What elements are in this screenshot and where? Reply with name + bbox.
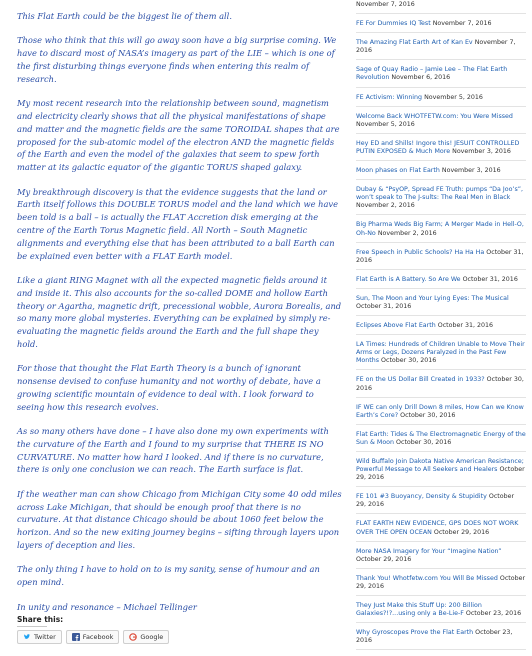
- recent-post-link[interactable]: Sage of Quay Radio – Jamie Lee – The Flat Earth Revolution: [356, 66, 508, 82]
- recent-post-date: November 7, 2016: [356, 39, 516, 55]
- recent-post-item[interactable]: [356, 39, 526, 55]
- recent-post-date: October 30, 2016: [381, 357, 437, 365]
- recent-post-divider: [356, 622, 526, 623]
- share-buttons: [17, 630, 169, 644]
- recent-post-divider: [356, 59, 526, 60]
- recent-post-item[interactable]: [356, 376, 526, 392]
- recent-post-date: October 31, 2016: [462, 275, 518, 283]
- recent-post-link[interactable]: LA Times: Hundreds of Children Unable to Move Their Arms or Legs, Dozens Paralyzed in the Past Few Months: [356, 341, 525, 365]
- recent-post-link[interactable]: The Amazing Flat Earth Art of Kan Ev: [356, 39, 473, 47]
- article-paragraph: As so many others have done – I have also done my own experiments with the curvature of the Earth and I found to my surprise that THERE IS NO CURVATURE. No matter how hard I looked. And if there is no curvature, there is only one conclusion we can reach. The Earth surface is flat.: [17, 426, 329, 475]
- recent-post-divider: [356, 486, 526, 487]
- recent-post-link[interactable]: FLAT EARTH NEW EVIDENCE, GPS DOES NOT WORK OVER THE OPEN OCEAN: [356, 520, 519, 536]
- recent-post-divider: [356, 369, 526, 370]
- article-paragraph: My most recent research into the relationship between sound, magnetism and electricity clearly shows that all the physical manifestations of shape and matter and the magnetic fields are the same TOROIDAL shapes that are proposed for the sub-atomic model of the electron AND the magnetic fields of the Earth and even the model of the galaxies that seem to spew forth matter at its galactic equator of the gigantic TORUS shaped galaxy.: [17, 98, 340, 173]
- recent-post-divider: [356, 568, 526, 569]
- recent-post-date: October 30, 2016: [400, 411, 456, 419]
- recent-post-link[interactable]: FE For Dummies IQ Test: [356, 20, 431, 28]
- recent-post-divider: [356, 106, 526, 107]
- article-paragraph: For those that thought the Flat Earth Theory is a bunch of ignorant nonsense devised to confuse humanity and not worthy of debate, have a growing scientific mountain of evidence to deal with. I look forward to seeing how this research evolves.: [17, 363, 321, 412]
- recent-post-link[interactable]: IF WE can only Drill Down 8 miles, How Can we Know Earth’s Core?: [356, 403, 524, 419]
- share-google-label: Google: [140, 633, 164, 641]
- article-paragraph: My breakthrough discovery is that the evidence suggests that the land or Earth itself follows this DOUBLE TORUS model and the land which we have been told is a ball – is actually the FLAT Accretion disk emerging at the centre of the Earth Torus Magnetic field. All North – South Magnetic alignments and everything else that has been attributed to a ball Earth can be explained even better with a FLAT Earth model.: [17, 186, 339, 261]
- recent-post-date: November 5, 2016: [356, 120, 415, 128]
- recent-post-link[interactable]: Dubay & “PsyOP, Spread FE Truth: pumps “Da Joo’s”, won’t speak to The J-sults: The Real Men in Black: [356, 186, 524, 202]
- recent-post-link[interactable]: More NASA Imagery for Your “Imagine Nation”: [356, 547, 502, 555]
- recent-post-divider: [356, 288, 526, 289]
- recent-post-item[interactable]: [356, 404, 526, 420]
- share-facebook-button[interactable]: [66, 630, 120, 644]
- recent-post-divider: [356, 160, 526, 161]
- recent-post-link[interactable]: FE Activism: Winning: [356, 93, 423, 101]
- recent-post-item[interactable]: [356, 548, 526, 564]
- recent-post-divider: [356, 32, 526, 33]
- recent-post-divider: [356, 242, 526, 243]
- article-signature: In unity and resonance – Michael Tellinger: [17, 601, 197, 612]
- recent-post-item[interactable]: [356, 458, 526, 482]
- recent-post-divider: [356, 595, 526, 596]
- recent-post-divider: [356, 315, 526, 316]
- recent-post-link[interactable]: FE 101 #3 Buoyancy, Density & Stupidity: [356, 493, 487, 501]
- recent-post-date: November 2, 2016: [377, 229, 437, 237]
- recent-posts-sidebar: [356, 0, 526, 656]
- article-paragraph: Like a giant RING Magnet with all the expected magnetic fields around it and inside it. This also accounts for the so-called DOME and hollow Earth theory or Agartha, magnetic drift, precessional wobble, Aurora Borealis, and so many more global mysteries. Everything can be explained by simply re-evaluating the magnetic fields around the Earth and the full shape they hold.: [17, 274, 342, 349]
- recent-post-date: October 31, 2016: [437, 322, 493, 330]
- recent-post-link[interactable]: Flat Earth: Tides & The Electromagnetic Energy of the Sun & Moon: [356, 430, 526, 446]
- recent-post-divider: [356, 214, 526, 215]
- recent-post-date: November 7, 2016: [432, 20, 492, 28]
- share-google-button[interactable]: [123, 630, 169, 644]
- recent-post-divider: [356, 179, 526, 180]
- recent-post-item[interactable]: [356, 520, 526, 536]
- facebook-icon: [72, 633, 80, 641]
- share-twitter-label: Twitter: [34, 633, 56, 641]
- article-body: [17, 10, 342, 625]
- recent-post-date: October 23, 2016: [465, 610, 522, 618]
- share-title: Share this:: [17, 615, 64, 624]
- recent-post-item[interactable]: [356, 602, 526, 618]
- twitter-icon: [23, 633, 31, 641]
- recent-post-date: October 31, 2016: [356, 302, 412, 310]
- recent-post-date: October 29, 2016: [356, 555, 412, 563]
- recent-post-item[interactable]: [356, 431, 526, 447]
- recent-post-date: October 31, 2016: [356, 248, 524, 264]
- recent-post-date: October 29, 2016: [356, 466, 525, 482]
- recent-post-divider: [356, 87, 526, 88]
- recent-post-link[interactable]: Free Speech in Public Schools? Ha Ha Ha: [356, 248, 485, 256]
- recent-post-link[interactable]: Thank You! Whotfetw.com You Will Be Missed: [356, 574, 498, 582]
- recent-post-link[interactable]: Moon phases on Flat Earth: [356, 167, 440, 175]
- recent-post-item[interactable]: [356, 493, 526, 509]
- recent-post-item[interactable]: [356, 186, 526, 210]
- recent-post-link[interactable]: Flat Earth is A Battery. So Are We: [356, 275, 461, 283]
- article-paragraph: Those who think that this will go away soon have a big surprise coming. We have to discard most of NASA’s imagery as part of the LIE – which is one of the first disturbing things everyone finds when entering this realm of research.: [17, 35, 337, 84]
- recent-post-date: November 2, 2016: [356, 202, 415, 210]
- recent-post-link[interactable]: Big Pharma Weds Big Farm; A Merger Made in Hell-O, Oh-No: [356, 221, 524, 237]
- recent-post-divider: [356, 397, 526, 398]
- share-facebook-label: Facebook: [82, 633, 114, 641]
- recent-post-link[interactable]: Sun, The Moon and Your Lying Eyes: The Musical: [356, 294, 509, 302]
- recent-post-item[interactable]: [356, 66, 526, 82]
- recent-post-date: November 6, 2016: [391, 74, 451, 82]
- recent-post-date: November 3, 2016: [452, 147, 511, 155]
- recent-post-link[interactable]: Hey ED and Shills! Ingore this! JESUIT CONTROLLED PUTIN EXPOSED & Much More: [356, 139, 520, 155]
- recent-post-date: October 29, 2016: [433, 528, 490, 536]
- recent-post-date: November 5, 2016: [424, 93, 483, 101]
- recent-post-link[interactable]: Wild Buffalo Join Dakota Native American Resistance; Powerful Message to All Seekers and Healers: [356, 458, 524, 474]
- recent-post-divider: [356, 13, 526, 14]
- recent-post-divider: [356, 513, 526, 514]
- recent-post-divider: [356, 649, 526, 650]
- recent-post-date: October 30, 2016: [396, 438, 452, 446]
- recent-post-date: October 29, 2016: [356, 574, 526, 590]
- recent-post-item[interactable]: [356, 140, 526, 156]
- recent-post-date: October 29, 2016: [356, 493, 515, 509]
- recent-post-divider: [356, 334, 526, 335]
- share-twitter-button[interactable]: [17, 630, 62, 644]
- recent-post-item[interactable]: [356, 295, 526, 311]
- recent-post-link[interactable]: They Just Make this Stuff Up: 200 Billion Galaxies?!?...using only a Be-Lie-F: [356, 602, 482, 618]
- google-icon: [129, 633, 137, 641]
- recent-post-divider: [356, 269, 526, 270]
- recent-post-link[interactable]: Eclipses Above Flat Earth: [356, 322, 436, 330]
- recent-post-date: October 30, 2016: [356, 376, 524, 392]
- article-paragraph: This Flat Earth could be the biggest lie of them all.: [17, 11, 232, 21]
- recent-post-item[interactable]: [356, 1, 526, 9]
- recent-post-item[interactable]: [356, 322, 526, 330]
- recent-post-link[interactable]: Why Gyroscopes Prove the Flat Earth: [356, 629, 474, 637]
- recent-post-item[interactable]: [356, 276, 526, 284]
- recent-post-item[interactable]: [356, 249, 526, 265]
- recent-post-link[interactable]: FE on the US Dollar Bill Created in 1933?: [356, 376, 485, 384]
- recent-post-divider: [356, 133, 526, 134]
- article-paragraph: The only thing I have to hold on to is my sanity, sense of humour and an open mind.: [17, 564, 320, 588]
- recent-post-divider: [356, 451, 526, 452]
- recent-post-date: November 3, 2016: [441, 167, 501, 175]
- recent-post-item[interactable]: [356, 341, 526, 365]
- recent-post-item[interactable]: [356, 113, 526, 129]
- recent-post-divider: [356, 424, 526, 425]
- recent-post-item[interactable]: [356, 221, 526, 237]
- article-paragraph: If the weather man can show Chicago from Michigan City some 40 odd miles across Lake Michigan, that should be enough proof that there is no curvature. At that distance Chicago should be about 1060 feet below the horizon. And so the new exiting journey begins – sifting through layers upon layers of deception and lies.: [17, 488, 342, 551]
- recent-post-item[interactable]: [356, 94, 526, 102]
- recent-post-divider: [356, 541, 526, 542]
- recent-post-item[interactable]: [356, 575, 526, 591]
- recent-post-date: November 7, 2016: [356, 1, 415, 8]
- recent-post-link[interactable]: Welcome Back WHOTFETW.com: You Were Missed: [356, 112, 513, 120]
- recent-post-item[interactable]: [356, 20, 526, 28]
- recent-post-item[interactable]: [356, 167, 526, 175]
- recent-post-item[interactable]: [356, 629, 526, 645]
- recent-post-date: October 23, 2016: [356, 629, 513, 645]
- share-divider: [17, 626, 47, 627]
